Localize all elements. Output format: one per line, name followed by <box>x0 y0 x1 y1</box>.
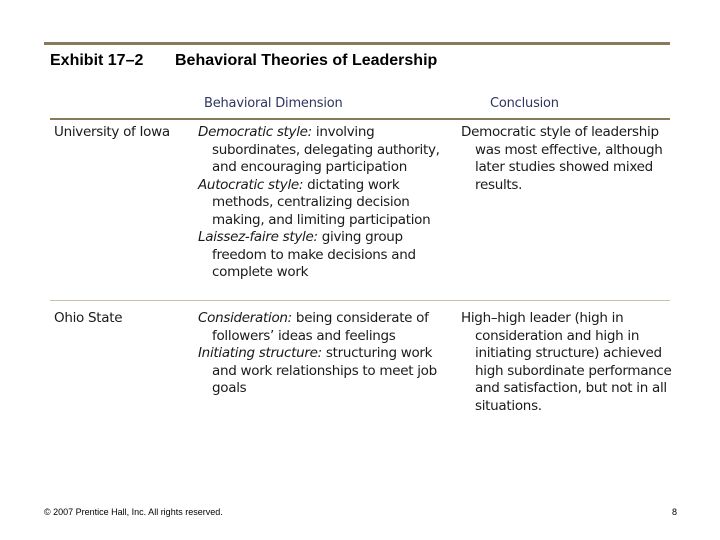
column-header-conclusion: Conclusion <box>490 96 559 111</box>
dimension-text: involving subordinates, delegating authority, and encouraging participation <box>212 124 440 175</box>
page-title: Behavioral Theories of Leadership <box>175 52 438 69</box>
row-divider <box>50 300 670 301</box>
dimension-entry <box>198 345 456 398</box>
dimension-text: being considerate of followers’ ideas and feelings <box>212 310 429 344</box>
dimension-term: Autocratic style: <box>198 176 304 193</box>
column-header-behavioral-dimension: Behavioral Dimension <box>204 96 343 111</box>
header-rule <box>50 118 670 120</box>
dimension-term: Consideration: <box>198 310 292 326</box>
conclusion-university-of-iowa <box>461 124 683 194</box>
dimension-term: Democratic style: <box>198 124 312 140</box>
page-number: 8 <box>672 507 678 517</box>
conclusion-ohio-state <box>461 310 683 415</box>
conclusion-text: High–high leader (high in consideration and high in initiating structure) achieved high subordinate performance and satisfaction, but not in all situations. <box>461 310 672 414</box>
dimensions-ohio-state <box>198 310 456 398</box>
theory-ohio-state: Ohio State <box>54 310 123 326</box>
dimension-term: Initiating structure: <box>198 345 322 361</box>
dimensions-university-of-iowa <box>198 124 456 282</box>
dimension-entry <box>198 177 456 230</box>
dimension-term: Laissez-faire style: <box>198 229 318 245</box>
conclusion-text: Democratic style of leadership was most effective, although later studies showed mixed results. <box>461 124 663 193</box>
dimension-entry <box>198 124 456 177</box>
top-rule <box>44 42 670 45</box>
theory-university-of-iowa: University of Iowa <box>54 124 170 140</box>
exhibit-number: Exhibit 17–2 <box>50 52 144 69</box>
dimension-text: giving group freedom to make decisions and complete work <box>212 229 416 280</box>
dimension-entry <box>198 310 456 345</box>
dimension-text: structuring work and work relationships to meet job goals <box>212 345 437 396</box>
dimension-entry <box>198 229 456 282</box>
dimension-text: dictating work methods, centralizing decision making, and limiting participation <box>212 176 431 228</box>
copyright-notice: © 2007 Prentice Hall, Inc. All rights reserved. <box>44 507 223 517</box>
